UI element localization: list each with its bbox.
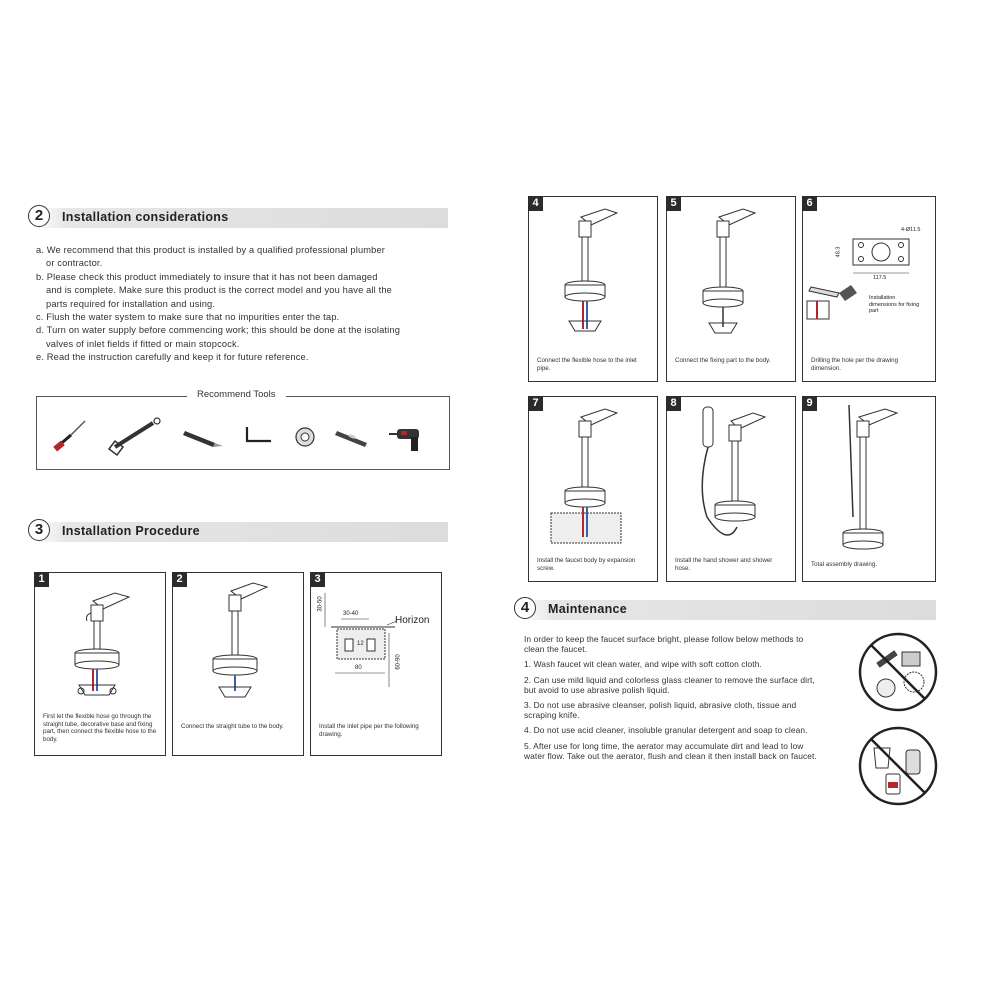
electric-drill-icon <box>389 429 419 451</box>
step-number: 4 <box>528 196 543 211</box>
step-caption: Install the faucet body by expansion screw. <box>537 557 636 572</box>
consideration-line: b. Please check this product immediately to insure that it has not been damaged <box>36 271 378 282</box>
section-header-maintenance <box>520 600 936 620</box>
no-abrasive-tools-icon <box>856 630 940 714</box>
dim-label: 30-40 <box>343 611 359 617</box>
consideration-line: e. Read the instruction carefully and keep it for future reference. <box>36 352 309 363</box>
section-title: Maintenance <box>548 602 628 616</box>
consideration-line: parts required for installation and using. <box>46 298 216 309</box>
step-caption: Connect the flexible hose to the inlet pipe. <box>537 357 637 372</box>
step-number: 5 <box>666 196 681 211</box>
faucet-drawing <box>529 197 657 381</box>
section-number: 4 <box>514 597 536 619</box>
step-panel-8 <box>666 396 796 582</box>
step-caption: Total assembly drawing. <box>811 561 878 568</box>
section-number: 2 <box>28 205 50 227</box>
step-number: 1 <box>34 572 49 587</box>
step-caption: First let the flexible hose go through the straight tube, decorative base and fixing part, then connect the flexible hose to the body. <box>43 713 157 743</box>
step-number: 3 <box>310 572 325 587</box>
fixing-part-drawing <box>803 197 935 381</box>
step-panel-9 <box>802 396 936 582</box>
step-caption: Install the hand shower and shower hose. <box>675 557 773 572</box>
step-number: 7 <box>528 396 543 411</box>
dim-label: 30-50 <box>317 596 324 612</box>
consideration-line: and is complete. Make sure this product is the correct model and you have all the <box>46 285 392 296</box>
dim-label: Installation dimensions for fixing part <box>869 295 920 314</box>
step-number: 6 <box>802 196 817 211</box>
maintenance-intro: In order to keep the faucet surface bright, please follow below methods to clean the faucet. <box>524 634 804 655</box>
dim-label: 117.5 <box>873 275 887 281</box>
maintenance-item: 4. Do not use acid cleaner, insoluble granular detergent and soap to clean. <box>524 725 808 736</box>
step-panel-6 <box>802 196 936 382</box>
step-number: 9 <box>802 396 817 411</box>
step-number: 8 <box>666 396 681 411</box>
maintenance-item: 2. Can use mild liquid and colorless glass cleaner to remove the surface dirt, but avoid to use abrasive polish liquid. <box>524 674 815 695</box>
dim-label: 4-Ø11.5 <box>901 227 921 233</box>
dim-label: 48.3 <box>835 246 842 258</box>
maintenance-text <box>524 634 824 766</box>
maintenance-item: 5. After use for long time, the aerator may accumulate dirt and lead to low water flow. Take out the aerator, flush and clean it then install back on faucet. <box>524 740 817 761</box>
faucet-drawing <box>667 197 795 381</box>
spirit-level-icon <box>335 431 367 447</box>
no-acid-cleaner-icon <box>856 724 940 808</box>
dim-label: 12 <box>357 641 364 647</box>
dim-label: 80 <box>355 665 362 671</box>
step-panel-4 <box>528 196 658 382</box>
step-number: 2 <box>172 572 187 587</box>
step-caption: Connect the fixing part to the body. <box>675 357 771 364</box>
sealing-tape-icon <box>296 428 314 446</box>
maintenance-item: 3. Do not use abrasive cleanser, polish liquid, abrasive cloth, tissue and scraping knife. <box>524 700 797 721</box>
consideration-line: valves of inlet fields if fitted or main stopcock. <box>46 338 240 349</box>
step-caption: Connect the straight tube to the body. <box>181 723 284 730</box>
recommend-tools-label: Recommend Tools <box>187 389 286 400</box>
section-number: 3 <box>28 519 50 541</box>
dim-label: Horizon <box>395 615 430 626</box>
consideration-line: or contractor. <box>46 258 103 269</box>
considerations-text <box>36 244 456 365</box>
consideration-line: d. Turn on water supply before commencing work; this should be done at the isolating <box>36 325 401 336</box>
section-header-installation-considerations <box>34 208 448 228</box>
maintenance-item: 1. Wash faucet wit clean water, and wipe with soft cotton cloth. <box>524 659 762 670</box>
faucet-drawing <box>667 397 795 581</box>
step-panel-2 <box>172 572 304 756</box>
faucet-drawing <box>529 397 657 581</box>
faucet-drawing <box>803 397 935 581</box>
consideration-line: a. We recommend that this product is installed by a qualified professional plumber <box>36 245 386 255</box>
adjustable-wrench-icon <box>109 418 160 455</box>
step-caption: Install the inlet pipe per the following drawing. <box>319 723 419 738</box>
step-panel-7 <box>528 396 658 582</box>
step-panel-3 <box>310 572 442 756</box>
step-panel-1 <box>34 572 166 756</box>
tools-row <box>37 397 449 469</box>
section-title: Installation considerations <box>62 210 229 224</box>
section-header-installation-procedure <box>34 522 448 542</box>
step-caption: Drilling the hole per the drawing dimension. <box>811 357 899 372</box>
screwdriver-icon <box>53 421 85 452</box>
step-panel-5 <box>666 196 796 382</box>
recommend-tools-box <box>36 389 450 470</box>
section-title: Installation Procedure <box>62 524 200 538</box>
consideration-line: c. Flush the water system to make sure that no impurities enter the tap. <box>36 312 340 323</box>
utility-knife-icon <box>183 431 223 447</box>
allen-key-icon <box>247 427 271 441</box>
dim-label: 60-90 <box>395 654 402 670</box>
